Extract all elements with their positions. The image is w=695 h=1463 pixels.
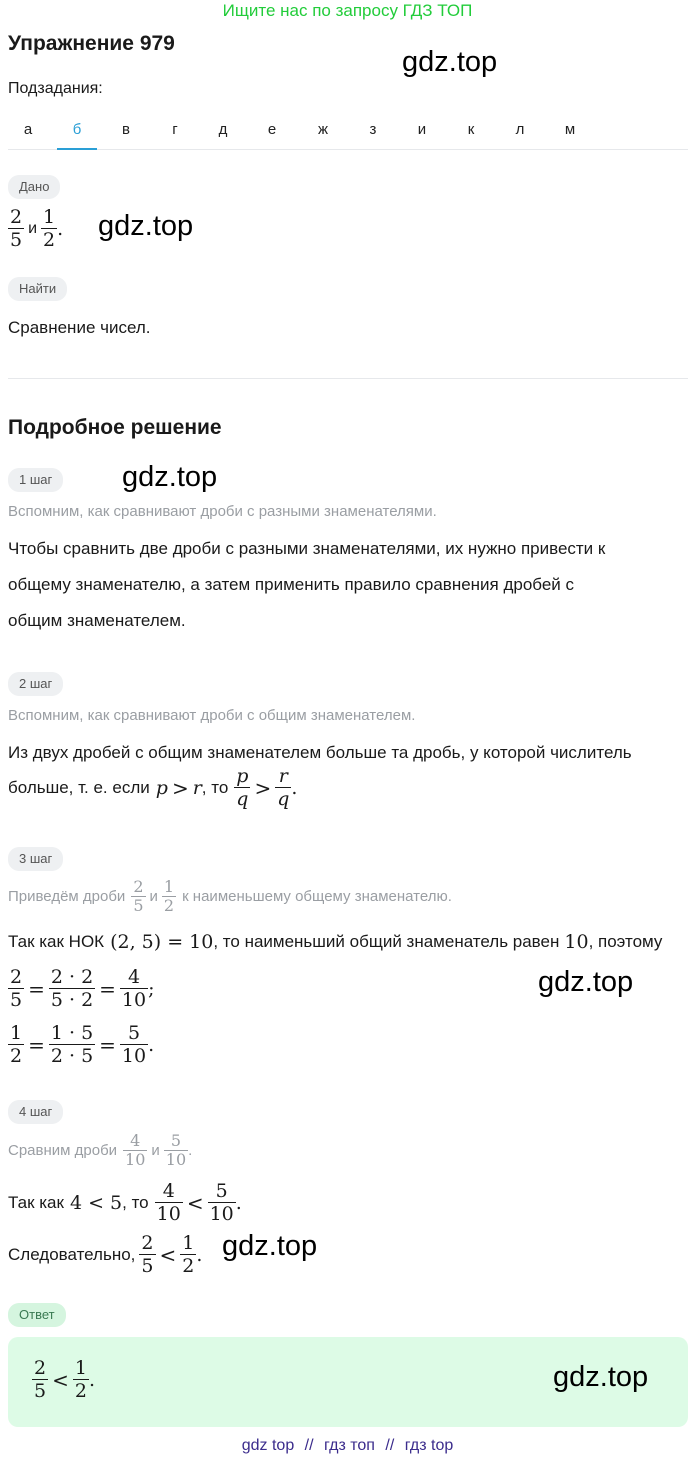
step3-eq1 xyxy=(8,966,155,1011)
frac-den: 5 · 2 xyxy=(50,989,94,1011)
tab-b[interactable]: б xyxy=(57,120,97,150)
text: , то xyxy=(201,777,229,797)
frac-den: 10 xyxy=(209,1203,234,1225)
text: . xyxy=(188,1142,193,1159)
frac-num: 2 xyxy=(10,206,23,228)
tab-d[interactable]: д xyxy=(218,121,228,138)
step3-chip: 3 шаг xyxy=(8,847,63,871)
tab-i[interactable]: и xyxy=(417,121,427,138)
frac-den: 10 xyxy=(121,989,147,1011)
tab-g[interactable]: г xyxy=(172,121,178,138)
frac-num: 4 xyxy=(162,1180,175,1202)
frac-den: 2 xyxy=(182,1255,195,1277)
frac-num: r xyxy=(278,765,288,787)
step4-conclusion xyxy=(8,1232,202,1277)
frac-den: 5 xyxy=(10,989,23,1011)
step2-hint: Вспомним, как сравнивают дроби с общим знаменателем. xyxy=(8,707,416,724)
eq-sign: = xyxy=(28,976,45,1001)
tab-e[interactable]: е xyxy=(267,121,277,138)
tab-v[interactable]: в xyxy=(122,121,130,138)
watermark: gdz.top xyxy=(122,461,218,493)
frac-num: 2 xyxy=(34,1357,47,1379)
tab-a[interactable]: а xyxy=(23,121,33,138)
punct: . xyxy=(57,217,64,240)
step1-line: Чтобы сравнить две дроби с разными знаменателями, их нужно привести к xyxy=(8,539,606,558)
var-p: p xyxy=(155,776,168,799)
text: , то наименьший общий знаменатель равен xyxy=(213,932,560,951)
tab-m[interactable]: м xyxy=(564,121,576,138)
watermark: gdz.top xyxy=(553,1361,649,1393)
eq-sign: = xyxy=(99,976,116,1001)
watermark: gdz.top xyxy=(402,46,498,78)
lt-sign: < xyxy=(186,1190,204,1215)
text: Приведём дроби xyxy=(8,888,126,905)
frac-den: 10 xyxy=(125,1150,146,1169)
frac-den: 10 xyxy=(156,1203,181,1225)
punct: . xyxy=(148,1033,155,1056)
frac-den: 10 xyxy=(165,1150,187,1169)
text: больше, т. е. если xyxy=(8,777,150,797)
frac-den: 10 xyxy=(121,1045,147,1067)
frac-den: 5 xyxy=(133,896,144,915)
text: Так как xyxy=(8,1192,64,1212)
frac-num: 5 xyxy=(215,1180,228,1202)
step3-eq2 xyxy=(8,1022,154,1067)
step4-chip: 4 шаг xyxy=(8,1100,63,1124)
frac-num: 1 xyxy=(163,877,175,896)
watermark: gdz.top xyxy=(222,1230,318,1262)
frac-num: 1 xyxy=(43,206,56,228)
footer-link[interactable]: gdz top xyxy=(241,1437,295,1454)
eq-sign: = xyxy=(28,1032,45,1057)
tab-z[interactable]: з xyxy=(369,121,377,138)
frac-den: 2 xyxy=(74,1380,87,1402)
frac-num: 1 xyxy=(182,1232,195,1254)
text: Сравним дроби xyxy=(8,1142,118,1159)
lt-sign: < xyxy=(52,1367,69,1392)
step4-compare-line xyxy=(8,1180,242,1225)
step3-nok-line xyxy=(8,931,662,953)
tab-zh[interactable]: ж xyxy=(317,121,329,138)
frac-num: 5 xyxy=(127,1022,141,1044)
divider xyxy=(8,378,688,379)
punct: . xyxy=(88,1368,95,1391)
gt-sign: > xyxy=(171,775,189,800)
footer-separator: // xyxy=(304,1437,314,1454)
punct: . xyxy=(235,1191,242,1214)
step2-line: Из двух дробей с общим знаменателем больше та дробь, у которой числитель xyxy=(8,743,632,762)
given-expression xyxy=(8,206,63,251)
page-title: Упражнение 979 xyxy=(8,32,175,55)
frac-num: 2 xyxy=(10,966,23,988)
step2-line2 xyxy=(8,765,297,810)
top-banner[interactable]: Ищите нас по запросу ГДЗ ТОП xyxy=(222,1,473,20)
frac-num: 4 xyxy=(130,1131,141,1150)
text: Следовательно, xyxy=(8,1244,136,1264)
text: и xyxy=(151,1142,160,1159)
footer-link[interactable]: гдз топ xyxy=(324,1437,375,1454)
number: 10 xyxy=(564,931,589,953)
frac-den: q xyxy=(236,788,249,810)
frac-num: 2 · 2 xyxy=(50,966,94,988)
frac-num: 1 xyxy=(10,1022,23,1044)
answer-expression xyxy=(32,1357,95,1402)
step1-line: общим знаменателем. xyxy=(8,611,186,630)
watermark: gdz.top xyxy=(98,210,194,242)
punct: ; xyxy=(148,977,155,1000)
tab-k[interactable]: к xyxy=(467,121,475,138)
frac-num: 4 xyxy=(127,966,141,988)
subtask-tabs xyxy=(8,120,688,150)
text: Так как НОК xyxy=(8,932,105,951)
find-text: Сравнение чисел. xyxy=(8,318,151,337)
nok-expression: (2, 5) = 10 xyxy=(110,931,214,953)
frac-den: 2 xyxy=(10,1045,23,1067)
find-chip: Найти xyxy=(8,277,67,301)
solution-title: Подробное решение xyxy=(8,416,222,439)
punct: . xyxy=(291,776,298,799)
watermark: gdz.top xyxy=(538,966,634,998)
frac-num: p xyxy=(236,765,249,787)
gt-sign: > xyxy=(254,775,272,800)
lt-sign: < xyxy=(159,1242,177,1267)
var-r: r xyxy=(192,776,202,799)
step1-line: общему знаменателю, а затем применить правило сравнения дробей с xyxy=(8,575,575,594)
footer-link[interactable]: гдз top xyxy=(404,1437,454,1454)
eq-sign: = xyxy=(99,1032,116,1057)
step1-chip: 1 шаг xyxy=(8,468,63,492)
step4-hint xyxy=(8,1132,192,1169)
footer-separator: // xyxy=(385,1437,395,1454)
frac-den: 2 xyxy=(163,896,175,915)
frac-num: 1 · 5 xyxy=(50,1022,94,1044)
comparison: 4 < 5 xyxy=(69,1191,123,1214)
and-word: и xyxy=(28,219,38,237)
step2-chip: 2 шаг xyxy=(8,672,63,696)
footer-links xyxy=(0,1437,695,1455)
step3-hint xyxy=(8,878,452,915)
text: , то xyxy=(122,1192,149,1212)
frac-den: 5 xyxy=(141,1255,154,1277)
text: , поэтому xyxy=(588,932,663,951)
text: к наименьшему общему знаменателю. xyxy=(182,888,452,905)
frac-num: 5 xyxy=(170,1131,182,1150)
answer-box xyxy=(8,1337,688,1427)
frac-den: q xyxy=(277,788,290,810)
text: и xyxy=(149,888,158,905)
frac-den: 5 xyxy=(34,1380,47,1402)
subtasks-label: Подзадания: xyxy=(8,80,103,97)
frac-den: 2 xyxy=(43,229,56,251)
answer-chip: Ответ xyxy=(8,1303,66,1327)
punct: . xyxy=(196,1243,203,1266)
frac-den: 2 · 5 xyxy=(50,1045,94,1067)
given-chip: Дано xyxy=(8,175,60,199)
frac-den: 5 xyxy=(10,229,23,251)
frac-num: 1 xyxy=(74,1357,87,1379)
frac-num: 2 xyxy=(141,1232,154,1254)
step1-hint: Вспомним, как сравнивают дроби с разными знаменателями. xyxy=(8,503,437,520)
frac-num: 2 xyxy=(133,877,144,896)
tab-l[interactable]: л xyxy=(515,121,525,138)
